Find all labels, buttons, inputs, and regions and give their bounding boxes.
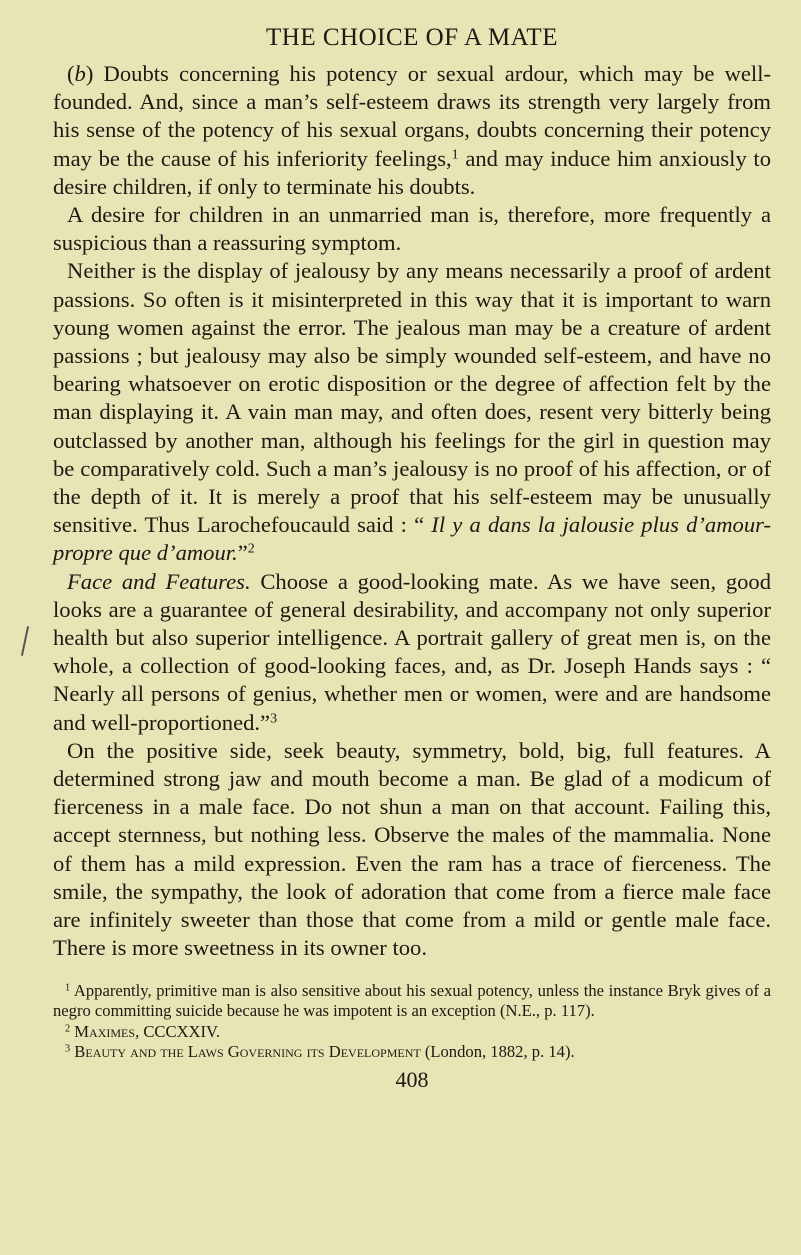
footnote-marker: 3 <box>65 1043 71 1055</box>
text-run: and may induce him anxiously to desire children, if only to terminate his doubts. <box>53 145 772 199</box>
text-run: Apparently, primitive man is also sensitive about his sexual potency, unless the instance Bryk gives of a negro committing suicide because he was impotent is an exception (N.E., p. 117). <box>53 980 771 1020</box>
italic-text: b <box>74 61 86 86</box>
running-head: THE CHOICE OF A MATE <box>266 24 558 51</box>
paragraph <box>53 257 771 567</box>
small-caps-text: Beauty and the Laws Governing its Development <box>74 1042 421 1061</box>
footnote-marker: 1 <box>65 981 71 993</box>
paragraph <box>53 60 771 201</box>
text-run: ) Doubts concerning his potency or sexual ardour, which may be well-founded. And, since a man’s self-esteem draws its strength very largely from his sense of the potency of his sexual organs, doubts concerning their potency may be the cause of his inferiority feelings, <box>53 61 771 171</box>
paragraph <box>53 568 771 737</box>
page-number: 408 <box>395 1066 429 1092</box>
footnote-marker: 2 <box>247 541 255 557</box>
text-run: ” <box>237 540 248 566</box>
italic-text: Il y a dans la jalousie plus d’amour-propre que d’amour. <box>53 512 771 566</box>
text-run: Neither is the display of jealousy by any means necessarily a proof of ardent passions. So often is it misinterpreted in this way that it is important to warn young women against the error. The jealous man may be a creature of ardent passions ; but jealousy may also be simply wounded self-esteem, and have no bearing whatsoever on erotic disposition or the degree of affection felt by the man displaying it. A vain man may, and often does, resent very bitterly being outclassed by another man, although his feelings for the girl in question may be comparatively cold. Such a man’s jealousy is no proof of his affection, or of the depth of it. It is merely a proof that his self-esteem may be unusually sensitive. Thus Larochefoucauld said : “ <box>53 258 771 538</box>
footnote-marker: 3 <box>270 710 278 726</box>
text-run: Choose a good-looking mate. As we have seen, good looks are a guarantee of general desirability, and accompany not only superior health but also superior intelligence. A portrait gallery of great men is, on the whole, a collection of good-looking faces, and, as Dr. Joseph Hands says : “ Nearly all persons of genius, whether men or women, were and are handsome and well-proportioned.” <box>53 568 772 735</box>
footnotes <box>53 981 771 1063</box>
text-run: (London, 1882, p. 14). <box>420 1042 575 1061</box>
paragraph <box>53 737 771 963</box>
paragraph <box>53 201 771 257</box>
body-text <box>53 60 771 963</box>
footnote <box>53 1022 771 1043</box>
book-page <box>53 22 771 1093</box>
footnote-marker: 1 <box>451 146 459 162</box>
text-run: A desire for children in an unmarried man is, therefore, more frequently a suspicious than a reassuring symptom. <box>53 202 771 256</box>
footnote <box>53 1042 771 1063</box>
italic-text: Face and Features. <box>67 568 251 594</box>
small-caps-text: Maximes <box>74 1021 136 1041</box>
text-run: ( <box>67 61 75 86</box>
text-run: On the positive side, seek beauty, symmetry, bold, big, full features. A determined strong jaw and mouth become a man. Be glad of a modicum of fierceness in a male face. Do not shun a man on that account. Failing this, accept sternness, but nothing less. Observe the males of the mammalia. None of them has a mild expression. Even the ram has a trace of fierceness. The smile, the sympathy, the look of adoration that come from a fierce male face are infinitely sweeter than those that come from a mild or gentle male face. There is more sweetness in its owner too. <box>53 737 771 961</box>
text-run: , CCCXXIV. <box>135 1021 221 1041</box>
footnote-marker: 2 <box>65 1022 71 1034</box>
footnote <box>53 981 771 1022</box>
margin-mark <box>21 626 29 656</box>
